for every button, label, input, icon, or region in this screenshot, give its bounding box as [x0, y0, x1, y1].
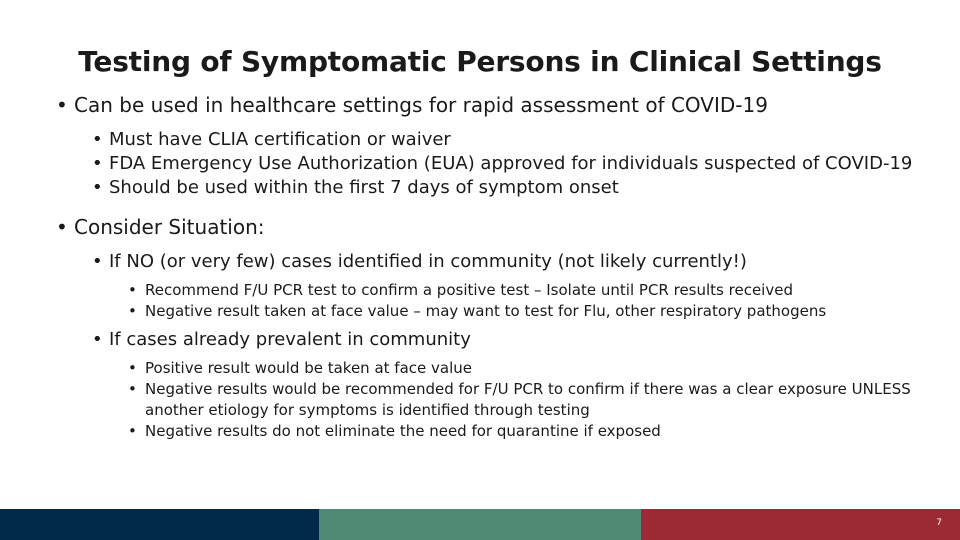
slide-content: [56, 90, 936, 442]
bullet-text: If cases already prevalent in community: [109, 329, 471, 350]
bullet-text: Negative results would be recommended for F/U PCR to confirm if there was a clear exposure UNLESS another etiology for symptoms is identified through testing: [145, 380, 911, 419]
bullet-glyph: •: [128, 380, 137, 398]
bullet-glyph: •: [92, 129, 103, 150]
bullet-glyph: •: [56, 93, 68, 117]
detail-bullet: [56, 421, 936, 442]
case-bullet: [56, 328, 936, 352]
bullet-text: FDA Emergency Use Authorization (EUA) approved for individuals suspected of COVID-19: [109, 153, 913, 174]
footer-navy-segment: [0, 509, 319, 540]
sub-bullet: [56, 152, 936, 176]
sub-bullet: [56, 128, 936, 152]
page-number: 7: [936, 518, 942, 528]
bullet-text: Can be used in healthcare settings for rapid assessment of COVID-19: [74, 93, 768, 117]
bullet-glyph: •: [128, 359, 137, 377]
bullet-text: Negative results do not eliminate the need for quarantine if exposed: [145, 422, 661, 440]
detail-bullet: [56, 358, 936, 379]
footer-bar: [0, 509, 960, 540]
bullet-glyph: •: [56, 215, 68, 239]
bullet-text: Negative result taken at face value – may want to test for Flu, other respiratory pathogens: [145, 302, 827, 320]
bullet-text: Recommend F/U PCR test to confirm a positive test – Isolate until PCR results received: [145, 281, 793, 299]
bullet-glyph: •: [92, 177, 103, 198]
bullet-text: Positive result would be taken at face value: [145, 359, 472, 377]
bullet-glyph: •: [92, 329, 103, 350]
bullet-text: If NO (or very few) cases identified in community (not likely currently!): [109, 251, 747, 272]
footer-red-segment: [641, 509, 960, 540]
bullet-text: Should be used within the first 7 days of symptom onset: [109, 177, 619, 198]
sub-bullet: [56, 176, 936, 200]
slide-title: Testing of Symptomatic Persons in Clinical Settings: [78, 45, 882, 78]
bullet-glyph: •: [128, 281, 137, 299]
bullet-glyph: •: [92, 153, 103, 174]
bullet-section-1: [56, 90, 936, 120]
detail-bullet: [56, 280, 936, 301]
bullet-glyph: •: [92, 251, 103, 272]
bullet-glyph: •: [128, 302, 137, 320]
bullet-section-2: [56, 212, 936, 242]
detail-bullet: [56, 301, 936, 322]
bullet-glyph: •: [128, 422, 137, 440]
bullet-text: Consider Situation:: [74, 215, 265, 239]
case-bullet: [56, 250, 936, 274]
bullet-text: Must have CLIA certification or waiver: [109, 129, 451, 150]
detail-bullet: [56, 379, 936, 421]
footer-green-segment: [319, 509, 641, 540]
